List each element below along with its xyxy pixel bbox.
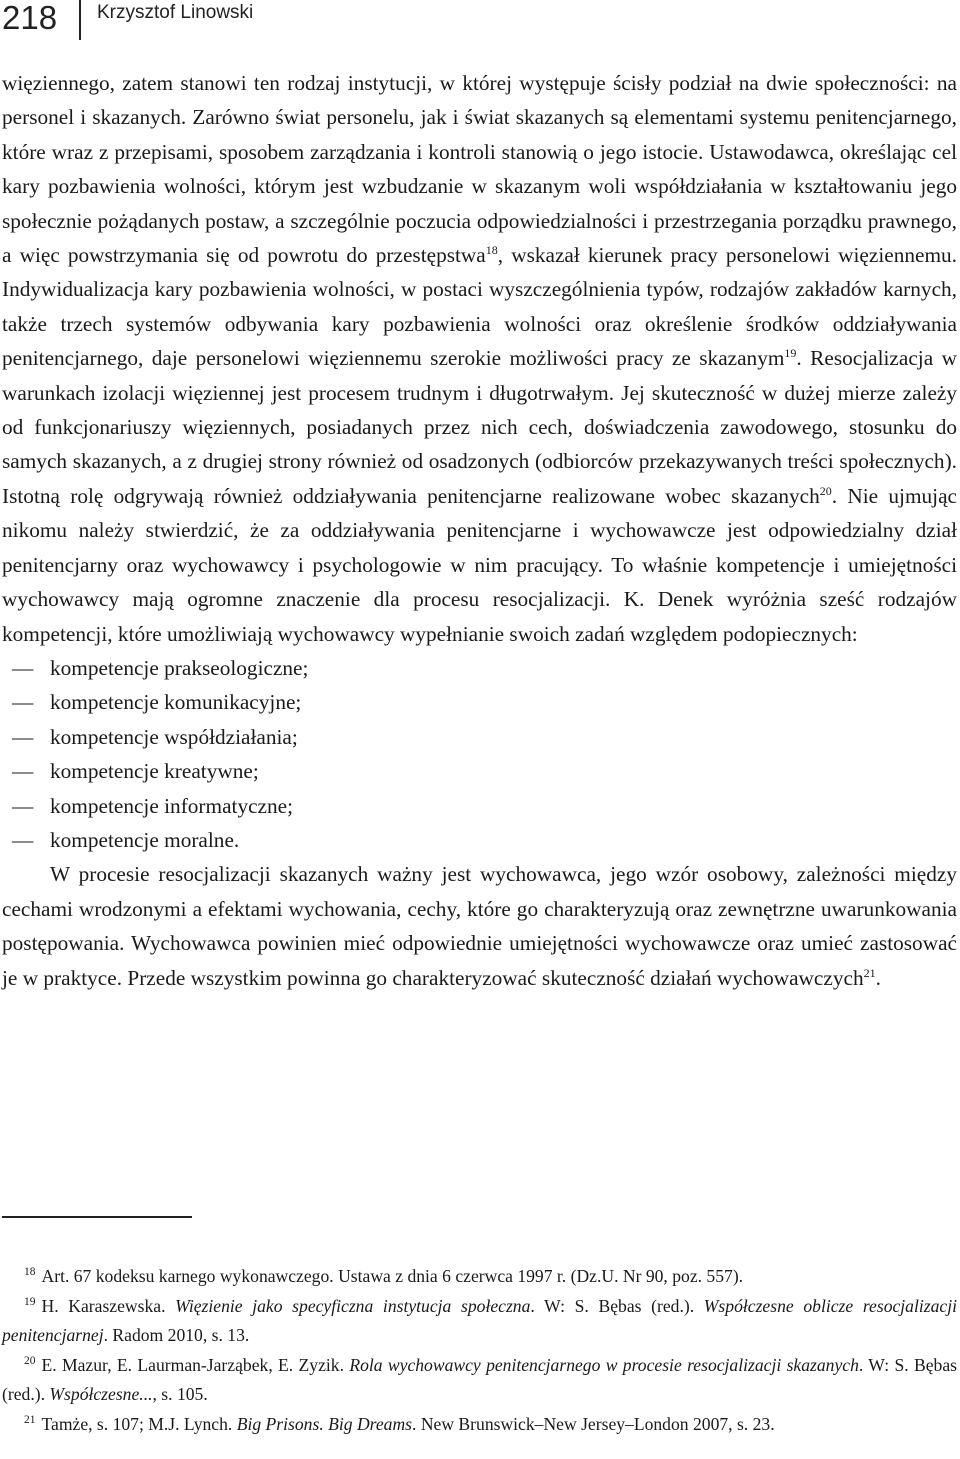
footnote-ref-20[interactable]: 20 — [819, 483, 832, 498]
paragraph-1-text-4: . Nie ujmując nikomu należy stwierdzić, że za oddziaływania penitencjarne i wychowawcze jest odpowiedzialny dział penitencjarny oraz wychowawcy i psychologowie w nim pracujący. To właśnie kompetencje i umiejętności wychowawcy mają ogromne znaczenie dla procesu resocjalizacji. K. Denek wyróżnia sześć rodzajów kompetencji, które umożliwiają wychowawcy wypełnianie swoich zadań względem podopiecznych: — [2, 483, 958, 646]
list-item-text: kompetencje moralne. — [50, 827, 240, 852]
paragraph-1-text-2: , wskazał kierunek pracy personelowi więziennemu. Indywidualizacja kary pozbawienia wolności, w postaci wyszczególnienia typów, rodzajów zakładów karnych, także trzech systemów odbywania kary pozbawienia wolności oraz określenie środków oddziaływania penitencjarnego, daje personelowi więziennemu szerokie możliwości pracy ze skazanym — [2, 243, 957, 371]
paragraph-1-text-1: więziennego, zatem stanowi ten rodzaj instytucji, w której występuje ścisły podział na dwie społeczności: na personel i skazanych. Zarówno świat personelu, jak i świat skazanych są elementami systemu penitencjarnego, które wraz z przepisami, sposobem zarządzania i kontroli stanowią o jego istocie. Ustawodawca, określając cel kary pozbawienia wolności, którym jest wzbudzanie w skazanym woli współdziałania w kształtowaniu jego społecznie pożądanych postaw, a szczególnie poczucia odpowiedzialności i przestrzegania porządku prawnego, a więc powstrzymania się od powrotu do przestępstwa — [2, 71, 957, 268]
list-item-text: kompetencje komunikacyjne; — [50, 690, 302, 715]
list-item — [2, 651, 957, 685]
footnote-title-italic: Big Prisons. Big Dreams — [236, 1413, 413, 1434]
paragraph-2 — [2, 857, 957, 995]
footnote-title-italic: Współczesne... — [49, 1384, 153, 1405]
footnote-ref-21[interactable]: 21 — [863, 965, 876, 980]
list-dash: — — [12, 724, 34, 749]
footnote-separator — [2, 1216, 192, 1218]
running-head-author: Krzysztof Linowski — [97, 2, 254, 23]
list-item-text: kompetencje kreatywne; — [50, 759, 259, 784]
list-item-text: kompetencje współdziałania; — [50, 724, 298, 749]
footnote-ref-18[interactable]: 18 — [485, 243, 498, 258]
footnote-18 — [2, 1262, 957, 1292]
footnote-text: Art. 67 kodeksu karnego wykonawczego. Ustawa z dnia 6 czerwca 1997 r. (Dz.U. Nr 90, poz. 557). — [41, 1266, 744, 1286]
list-dash: — — [12, 759, 34, 784]
footnote-number: 18 — [24, 1266, 36, 1278]
footnote-text: . Radom 2010, s. 13. — [103, 1325, 250, 1346]
list-dash: — — [12, 827, 34, 852]
footnote-text: . New Brunswick–New Jersey–London 2007, s. 23. — [412, 1413, 775, 1434]
list-item-text: kompetencje informatyczne; — [50, 793, 294, 818]
list-item — [2, 754, 957, 788]
page-number: 218 — [2, 0, 58, 36]
footnote-title-italic: Współczesne oblicze resocjalizacji penitencjarnej — [2, 1295, 957, 1346]
footnote-20 — [2, 1351, 957, 1410]
footnotes — [2, 1262, 957, 1440]
footnote-text: . W: S. Bębas (red.). — [2, 1354, 958, 1405]
list-dash: — — [12, 690, 34, 715]
list-item — [2, 685, 957, 719]
header-divider — [79, 0, 81, 40]
list-item — [2, 720, 957, 754]
footnote-text: , s. 105. — [152, 1384, 208, 1405]
list-item — [2, 789, 957, 823]
footnote-number: 20 — [24, 1354, 36, 1367]
list-item — [2, 823, 957, 857]
footnote-text: Tamże, s. 107; M.J. Lynch. — [41, 1413, 237, 1434]
page-header — [0, 0, 960, 40]
footnote-number: 19 — [24, 1295, 36, 1308]
footnote-number: 21 — [24, 1413, 36, 1426]
footnote-21 — [2, 1410, 957, 1440]
main-text — [2, 66, 957, 995]
footnote-text: H. Karaszewska. — [41, 1295, 176, 1316]
footnote-19 — [2, 1292, 957, 1351]
paragraph-1 — [2, 66, 957, 651]
paragraph-2-text-2: . — [875, 965, 881, 990]
footnote-ref-19[interactable]: 19 — [784, 346, 797, 361]
paragraph-1-text-3: . Resocjalizacja w warunkach izolacji więziennej jest procesem trudnym i długotrwałym. Jej skuteczność w dużej mierze zależy od funkcjonariuszy więziennych, posiadanych przez nich cech, doświadczenia zawodowego, stosunku do samych skazanych, a z drugiej strony również od osadzonych (odbiorców przekazywanych treści społecznych). Istotną rolę odgrywają również oddziaływania penitencjarne realizowane wobec skazanych — [2, 346, 957, 508]
footnote-title-italic: Więzienie jako specyficzna instytucja społeczna — [175, 1295, 531, 1316]
footnote-text: . W: S. Bębas (red.). — [530, 1295, 704, 1316]
list-item-text: kompetencje prakseologiczne; — [50, 655, 309, 680]
list-dash: — — [12, 655, 34, 680]
list-dash: — — [12, 793, 34, 818]
footnote-title-italic: Rola wychowawcy penitencjarnego w procesie resocjalizacji skazanych — [349, 1354, 859, 1375]
footnote-text: E. Mazur, E. Laurman-Jarząbek, E. Zyzik. — [41, 1354, 350, 1375]
paragraph-2-text-1: W procesie resocjalizacji skazanych ważny jest wychowawca, jego wzór osobowy, zależności między cechami wrodzonymi a efektami wychowania, cechy, które go charakteryzują oraz zewnętrzne uwarunkowania postępowania. Wychowawca powinien mieć odpowiednie umiejętności wychowawcze oraz umieć zastosować je w praktyce. Przede wszystkim powinna go charakteryzować skuteczność działań wychowawczych — [2, 862, 957, 990]
competencies-list — [2, 651, 957, 857]
